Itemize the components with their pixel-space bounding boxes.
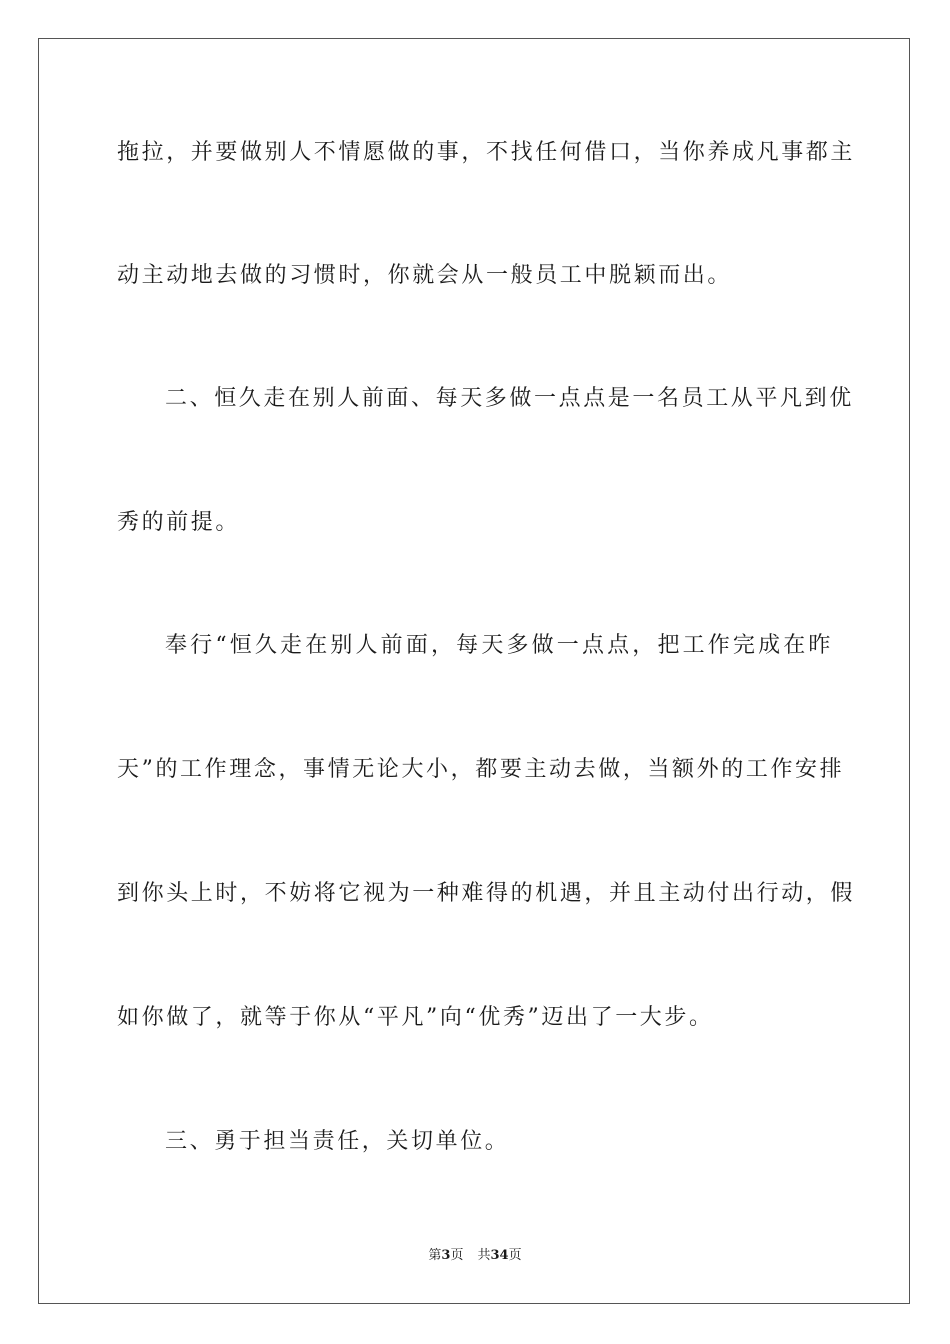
page-border: [38, 38, 910, 1304]
section-heading-2-line-2: 秀的前提。: [117, 510, 241, 535]
body-line-6: 天”的工作理念，事情无论大小，都要主动去做，当额外的工作安排: [117, 757, 845, 782]
total-pages: 34: [490, 1248, 509, 1263]
page-footer: [0, 1247, 950, 1265]
page-prefix: 第: [428, 1248, 442, 1263]
page-suffix: 页: [450, 1248, 464, 1263]
section-heading-3: 三、勇于担当责任，关切单位。: [165, 1129, 510, 1154]
body-line-5: 奉行“恒久走在别人前面，每天多做一点点，把工作完成在昨: [165, 633, 833, 658]
total-suffix: 页: [508, 1248, 522, 1263]
page-number: 3: [441, 1248, 451, 1263]
body-line-2: 动主动地去做的习惯时，你就会从一般员工中脱颖而出。: [117, 263, 733, 288]
section-heading-2-line-1: 二、恒久走在别人前面、每天多做一点点是一名员工从平凡到优: [165, 386, 854, 411]
body-line-8: 如你做了，就等于你从“平凡”向“优秀”迈出了一大步。: [117, 1005, 714, 1030]
total-prefix: 共: [477, 1248, 491, 1263]
body-line-7: 到你头上时，不妨将它视为一种难得的机遇，并且主动付出行动，假: [117, 881, 856, 906]
body-line-1: 拖拉，并要做别人不情愿做的事，不找任何借口，当你养成凡事都主: [117, 140, 856, 165]
